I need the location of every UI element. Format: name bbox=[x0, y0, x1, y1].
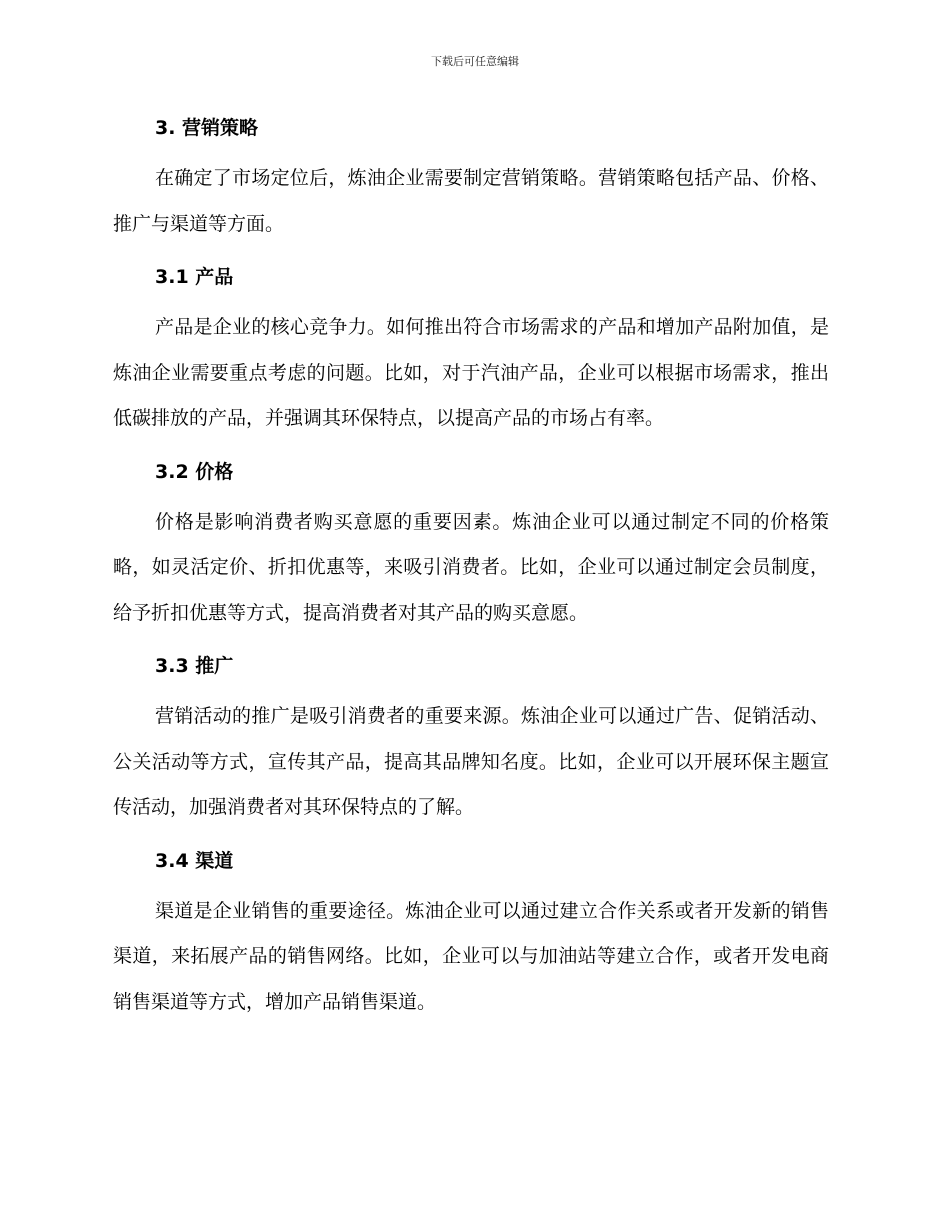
section-product bbox=[113, 259, 829, 454]
section-heading: 3.2 价格 bbox=[155, 460, 234, 483]
section-paragraph: 价格是影响消费者购买意愿的重要因素。炼油企业可以通过制定不同的价格策略，如灵活定价、折扣优惠等，来吸引消费者。比如，企业可以通过制定会员制度，给予折扣优惠等方式，提高消费者对其产品的购买意愿。 bbox=[113, 510, 829, 624]
section-heading: 3. 营销策略 bbox=[155, 117, 259, 139]
section-paragraph: 产品是企业的核心竞争力。如何推出符合市场需求的产品和增加产品附加值，是炼油企业需要重点考虑的问题。比如，对于汽油产品，企业可以根据市场需求，推出低碳排放的产品，并强调其环保特点，以提高产品的市场占有率。 bbox=[113, 316, 829, 429]
section-paragraph: 渠道是企业销售的重要途径。炼油企业可以通过建立合作关系或者开发新的销售渠道，来拓展产品的销售网络。比如，企业可以与加油站等建立合作，或者开发电商销售渠道等方式，增加产品销售渠道。 bbox=[113, 899, 829, 1013]
document-body bbox=[113, 110, 829, 1025]
section-price bbox=[113, 454, 829, 649]
section-heading: 3.4 渠道 bbox=[155, 849, 234, 872]
section-marketing-strategy bbox=[113, 110, 829, 259]
section-channel bbox=[113, 843, 829, 1026]
page-header: 下载后可任意编辑 bbox=[431, 55, 519, 68]
section-paragraph: 在确定了市场定位后，炼油企业需要制定营销策略。营销策略包括产品、价格、推广与渠道等方面。 bbox=[113, 167, 829, 235]
section-promotion bbox=[113, 648, 829, 843]
section-heading: 3.1 产品 bbox=[155, 266, 234, 288]
section-heading: 3.3 推广 bbox=[155, 655, 234, 677]
section-paragraph: 营销活动的推广是吸引消费者的重要来源。炼油企业可以通过广告、促销活动、公关活动等方式，宣传其产品，提高其品牌知名度。比如，企业可以开展环保主题宣传活动，加强消费者对其环保特点的了解。 bbox=[113, 705, 829, 818]
